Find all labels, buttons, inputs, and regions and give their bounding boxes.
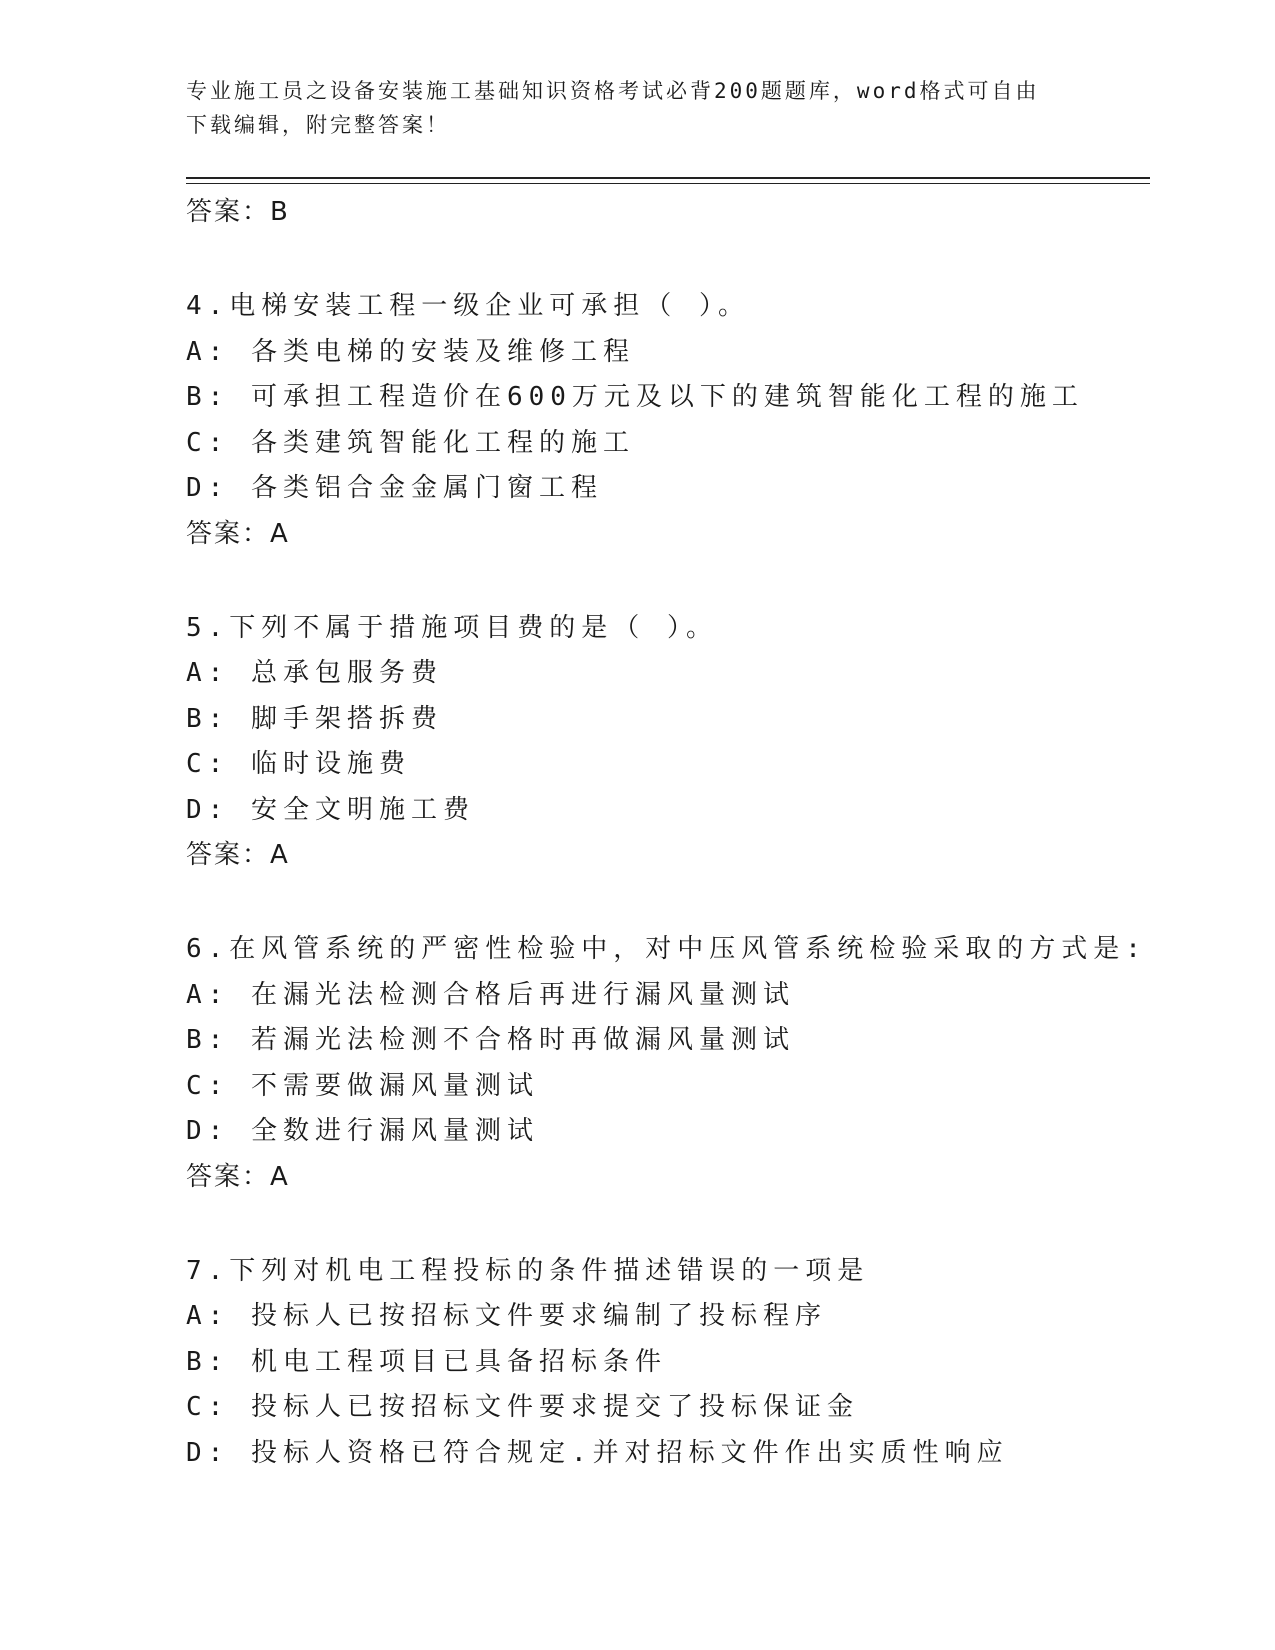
option-d: D: 各类铝合金金属门窗工程 <box>186 473 603 503</box>
option-a: A: 投标人已按招标文件要求编制了投标程序 <box>186 1301 827 1331</box>
option-b: B: 可承担工程造价在600万元及以下的建筑智能化工程的施工 <box>186 382 1084 412</box>
option-a: A: 在漏光法检测合格后再进行漏风量测试 <box>186 979 795 1010</box>
option-a: A: 总承包服务费 <box>186 658 443 688</box>
header-divider-thin <box>186 183 1150 184</box>
option-a: A: 各类电梯的安装及维修工程 <box>186 336 635 367</box>
header-divider-thick <box>186 177 1150 179</box>
option-b: B: 脚手架搭拆费 <box>186 703 443 734</box>
question-stem: 7.下列对机电工程投标的条件描述错误的一项是 <box>186 1255 870 1286</box>
answer-label: 答案：A <box>186 840 290 870</box>
question-7 <box>186 1249 1150 1477</box>
option-d: D: 安全文明施工费 <box>186 794 475 825</box>
question-list <box>186 190 1150 1476</box>
question-stem: 4.电梯安装工程一级企业可承担（ ）。 <box>186 291 750 321</box>
option-c: C: 各类建筑智能化工程的施工 <box>186 427 635 458</box>
option-d: D: 投标人资格已符合规定.并对招标文件作出实质性响应 <box>186 1437 1009 1468</box>
question-5 <box>186 606 1150 878</box>
question-4 <box>186 284 1150 556</box>
answer-label: 答案：A <box>186 518 290 549</box>
answer-label: 答案：A <box>186 1161 290 1192</box>
option-c: C: 投标人已按招标文件要求提交了投标保证金 <box>186 1392 859 1422</box>
option-c: C: 不需要做漏风量测试 <box>186 1070 539 1101</box>
option-d: D: 全数进行漏风量测试 <box>186 1116 539 1146</box>
option-c: C: 临时设施费 <box>186 749 411 779</box>
header-line-1: 专业施工员之设备安装施工基础知识资格考试必背200题题库，word格式可自由 <box>186 79 1040 103</box>
answer-label: 答案：B <box>186 197 290 227</box>
header-line-2: 下载编辑，附完整答案！ <box>186 113 450 137</box>
question-stem: 5.下列不属于措施项目费的是（ ）。 <box>186 612 718 643</box>
question-6 <box>186 927 1150 1199</box>
document-header <box>186 74 1086 142</box>
option-b: B: 机电工程项目已具备招标条件 <box>186 1346 667 1377</box>
question-stem: 6.在风管系统的严密性检验中，对中压风管系统检验采取的方式是: <box>186 934 1147 964</box>
option-b: B: 若漏光法检测不合格时再做漏风量测试 <box>186 1025 795 1055</box>
